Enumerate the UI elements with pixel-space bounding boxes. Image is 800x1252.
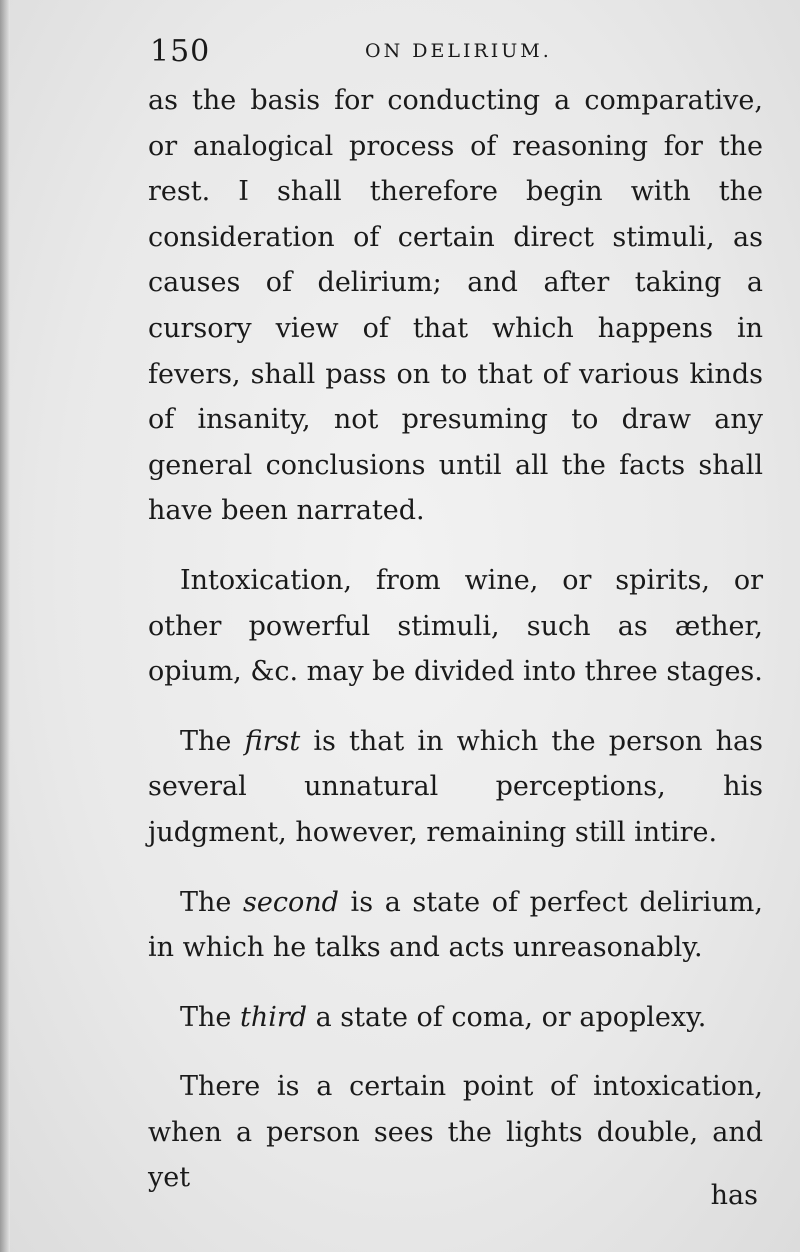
paragraph-3-lead: The <box>180 725 245 757</box>
paragraph-4-lead: The <box>180 886 244 918</box>
paragraph-6: There is a certain point of intoxication, when a person sees the lights double, and yet <box>148 1071 763 1194</box>
page-gutter-shadow <box>0 0 10 1252</box>
catchword: has <box>710 1180 758 1211</box>
page-header <box>150 34 760 74</box>
paragraph-5-emphasis: third <box>239 1001 308 1033</box>
body-text <box>148 78 763 1201</box>
paragraph-3 <box>148 719 763 856</box>
paragraph-5 <box>148 995 763 1041</box>
paragraph-5-rest: a state of coma, or apoplexy. <box>307 1001 707 1033</box>
running-head: ON DELIRIUM. <box>365 40 552 62</box>
paragraph-3-rest: is that in which the person has several unnatural perceptions, his judgment, however, remaining still intire. <box>148 725 763 848</box>
paragraph-4-rest: is a state of perfect delirium, in which he talks and acts unreasonably. <box>148 886 763 964</box>
paragraph-1: as the basis for conducting a comparative, or analogical process of reasoning for the rest. I shall therefore begin with the consideration of certain direct stimuli, as causes of delirium; and after taking a cursory view of that which happens in fevers, shall pass on to that of various kinds of insanity, not presuming to draw any general conclusions until all the facts shall have been narrated. <box>148 85 763 527</box>
paragraph-3-emphasis: first <box>244 725 301 757</box>
paragraph-4 <box>148 880 763 971</box>
page-number: 150 <box>150 34 211 69</box>
paragraph-5-lead: The <box>180 1001 240 1033</box>
paragraph-4-emphasis: second <box>243 886 339 918</box>
paragraph-2: Intoxication, from wine, or spirits, or other powerful stimuli, such as æther, opium, &c. may be divided into three stages. <box>148 564 763 688</box>
